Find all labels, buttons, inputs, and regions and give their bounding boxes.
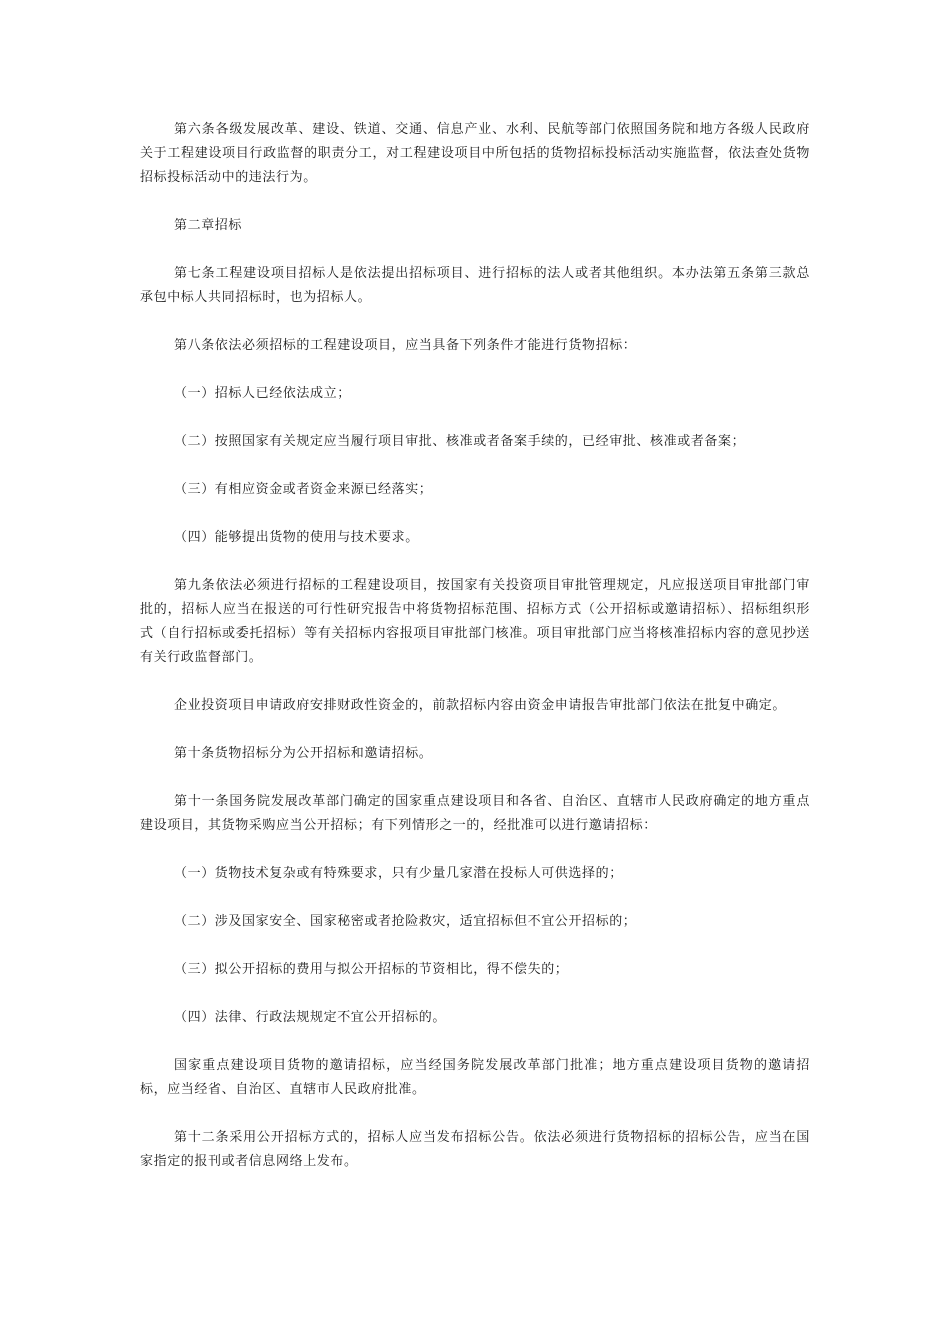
article-11-item-3: （三）拟公开招标的费用与拟公开招标的节资相比，得不偿失的；	[174, 962, 569, 977]
article-11-item-1: （一）货物技术复杂或有特殊要求，只有少量几家潜在投标人可供选择的；	[174, 866, 623, 881]
enterprise-investment-paragraph: 企业投资项目申请政府安排财政性资金的，前款招标内容由资金申请报告审批部门依法在批复中确定。	[174, 698, 787, 713]
chapter-2-heading: 第二章招标	[174, 218, 243, 233]
article-11-item-2: （二）涉及国家安全、国家秘密或者抢险救灾，适宜招标但不宜公开招标的；	[174, 914, 637, 929]
invitation-approval-paragraph: 国家重点建设项目货物的邀请招标，应当经国务院发展改革部门批准；地方重点建设项目货物的邀请招标，应当经省、自治区、直辖市人民政府批准。	[140, 1058, 810, 1097]
article-6-paragraph: 第六条各级发展改革、建设、铁道、交通、信息产业、水利、民航等部门依照国务院和地方各级人民政府关于工程建设项目行政监督的职责分工，对工程建设项目中所包括的货物招标投标活动实施监督，依法查处货物招标投标活动中的违法行为。	[140, 122, 810, 185]
article-7-paragraph: 第七条工程建设项目招标人是依法提出招标项目、进行招标的法人或者其他组织。本办法第五条第三款总承包中标人共同招标时，也为招标人。	[140, 266, 810, 305]
article-8-item-2: （二）按照国家有关规定应当履行项目审批、核准或者备案手续的，已经审批、核准或者备案；	[174, 434, 746, 449]
article-8-item-4: （四）能够提出货物的使用与技术要求。	[174, 530, 419, 545]
document-body	[140, 118, 810, 1198]
article-8-paragraph: 第八条依法必须招标的工程建设项目，应当具备下列条件才能进行货物招标：	[174, 338, 637, 353]
article-11-paragraph: 第十一条国务院发展改革部门确定的国家重点建设项目和各省、自治区、直辖市人民政府确定的地方重点建设项目，其货物采购应当公开招标；有下列情形之一的，经批准可以进行邀请招标：	[140, 794, 810, 833]
article-10-paragraph: 第十条货物招标分为公开招标和邀请招标。	[174, 746, 433, 761]
article-8-item-1: （一）招标人已经依法成立；	[174, 386, 351, 401]
article-12-paragraph: 第十二条采用公开招标方式的，招标人应当发布招标公告。依法必须进行货物招标的招标公告，应当在国家指定的报刊或者信息网络上发布。	[140, 1130, 810, 1169]
article-11-item-4: （四）法律、行政法规规定不宜公开招标的。	[174, 1010, 447, 1025]
article-9-paragraph: 第九条依法必须进行招标的工程建设项目，按国家有关投资项目审批管理规定，凡应报送项目审批部门审批的，招标人应当在报送的可行性研究报告中将货物招标范围、招标方式（公开招标或邀请招标）、招标组织形式（自行招标或委托招标）等有关招标内容报项目审批部门核准。项目审批部门应当将核准招标内容的意见抄送有关行政监督部门。	[140, 578, 810, 665]
article-8-item-3: （三）有相应资金或者资金来源已经落实；	[174, 482, 433, 497]
